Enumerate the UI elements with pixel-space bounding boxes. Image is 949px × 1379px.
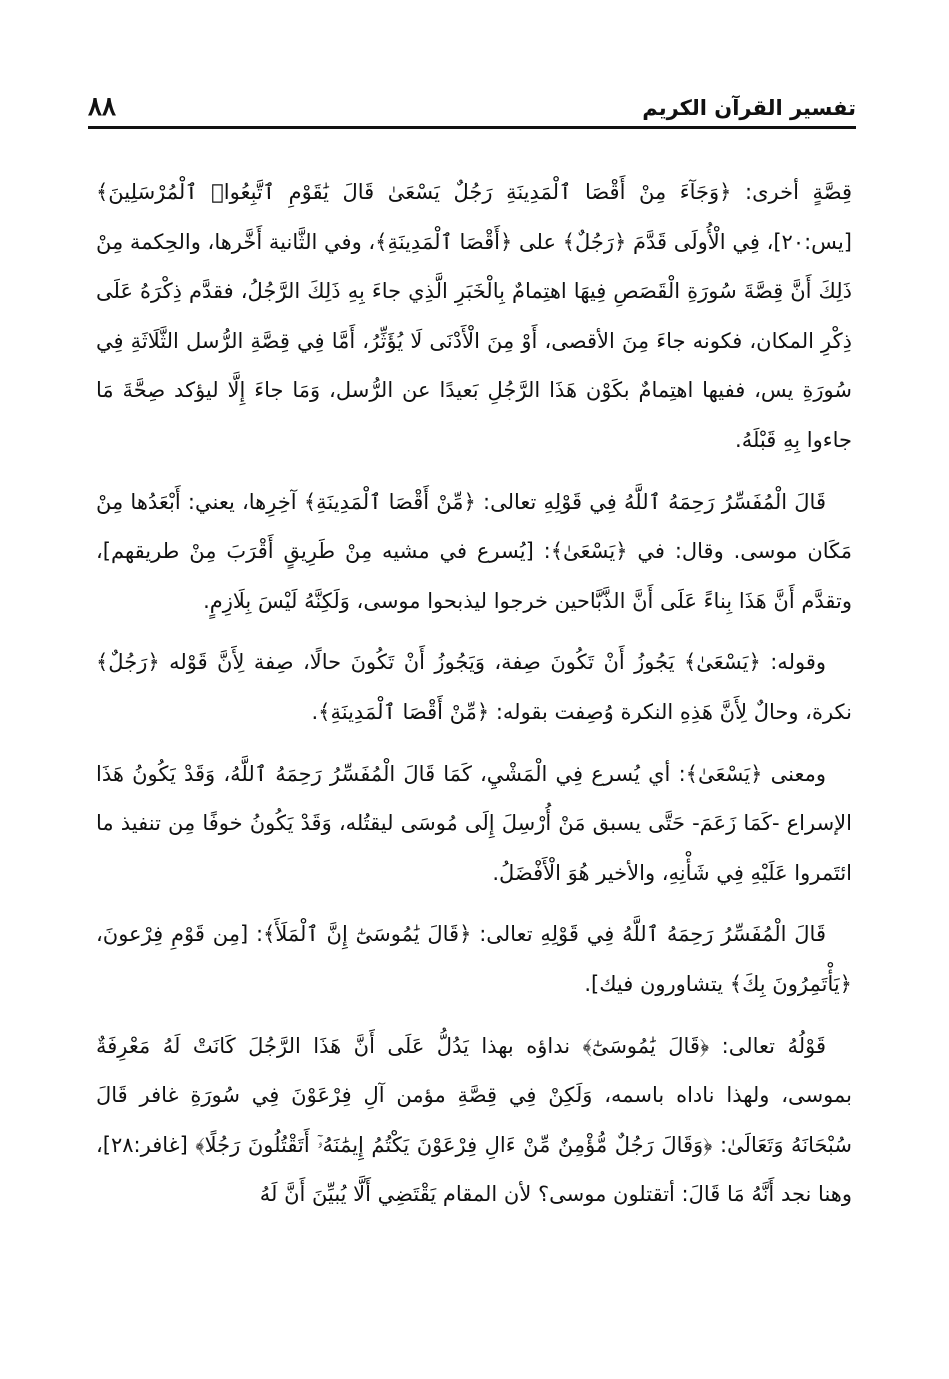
page-header [88, 88, 856, 129]
paragraph-3: وقوله: ﴿يَسْعَىٰ﴾ يَجُوزُ أَنْ تَكُونَ صِفة، وَيَجُوزُ أَنْ تَكُونَ حالًا، صِفة لِأَنَّ قَوْله ﴿رَجُلٌ﴾ نكرة، وحالٌ لِأَنَّ هَذِهِ النكرة وُصِفت بقوله: ﴿مِّنْ أَقْصَا ٱلْمَدِينَةِ﴾. [96, 650, 852, 724]
paragraph-2: قَالَ الْمُفَسِّرُ رَحِمَهُ ٱللَّهُ فِي قَوْلِهِ تعالى: ﴿مِّنْ أَقْصَا ٱلْمَدِينَةِ﴾ آخِرِها، يعني: أَبْعَدُها مِنْ مَكَان موسى. وقال: في ﴿يَسْعَىٰ﴾: [يُسرع في مشيه مِنْ طَرِيقٍ أَقْرَبَ مِنْ طريقهم]، وتقدَّم أَنَّ هَذَا بِناءً عَلَى أَنَّ الذَّبَّاحين خرجوا ليذبحوا موسى، وَلَكِنَّهُ لَيْسَ بِلَازِمٍ. [96, 489, 852, 613]
body-text [96, 168, 852, 1232]
running-title: تفسير القرآن الكريم [642, 96, 856, 120]
page-number: ٨٨ [88, 92, 116, 122]
paragraph-1: قِصَّةٍ أخرى: ﴿وَجَآءَ مِنْ أَقْصَا ٱلْمَدِينَةِ رَجُلٌ يَسْعَىٰ قَالَ يَٰقَوْمِ ٱتَّبِعُوا۟ ٱلْمُرْسَلِينَ﴾ [يس:٢٠]، فِي الْأُولَى قَدَّمَ ﴿رَجُلٌ﴾ على ﴿أَقْصَا ٱلْمَدِينَةِ﴾، وفي الثَّانية أَخَّرها، والحِكمة مِنْ ذَلِكَ أَنَّ قِصَّةَ سُورَةِ الْقَصَصِ فِيهَا اهتِمامٌ بِالْخَبَرِ الَّذِي جاءَ بِهِ ذَلِكَ الرَّجُلُ، فقدَّم ذِكْرَهُ عَلَى ذِكْرِ المكان، فكونه جاءَ مِنَ الأقصى، أَوْ مِنَ الْأَدْنَى لَا يُؤَثِّرُ، أَمَّا فِي قِصَّةِ الرُّسل الثَّلَاثَةِ فِي سُورَةِ يس، ففيها اهتِمامٌ بكَوْن هَذَا الرَّجُلِ بَعيدًا عن الرُّسل، وَمَا جاءَ إِلَّا ليؤكد صِحَّةَ مَا جاءوا بِهِ قَبْلَهُ. [96, 180, 852, 452]
paragraph-4: ومعنى ﴿يَسْعَىٰ﴾: أي يُسرع فِي الْمَشْيِ، كَمَا قَالَ الْمُفَسِّرُ رَحِمَهُ ٱللَّهُ، وَقَدْ يَكُونُ هَذَا الإسراع -كَمَا زَعَمَ- حَتَّى يسبق مَنْ أُرْسِلَ إِلَى مُوسَى ليقتُله، وَقَدْ يَكُونُ خوفًا مِن تنفيذ ما ائتَمروا عَلَيْهِ فِي شَأْنِهِ، والأخير هُوَ الْأَفْضَلُ. [96, 761, 852, 885]
paragraph-5: قَالَ الْمُفَسِّرُ رَحِمَهُ ٱللَّهُ فِي قَوْلِهِ تعالى: ﴿قَالَ يَٰمُوسَىٰٓ إِنَّ ٱلْمَلَأَ﴾: [مِن قَوْمِ فِرْعونَ، ﴿يَأْتَمِرُونَ بِكَ﴾ يتشاورون فيك]. [96, 922, 852, 996]
paragraph-6: قَوْلُهُ تعالى: ﴿قَالَ يَٰمُوسَىٰٓ﴾ نداؤه بهذا يَدُلُّ عَلَى أَنَّ هَذَا الرَّجُلَ كَانَتْ لَهُ مَعْرِفَةٌ بموسى، ولهذا ناداه باسمه، وَلَكِنْ فِي قِصَّةِ مؤمن آلِ فِرْعَوْنَ فِي سُورَةِ غافر قَالَ سُبْحَانَهُ وَتَعَالَىٰ: ﴿وَقَالَ رَجُلٌ مُّؤْمِنٌ مِّنْ ءَالِ فِرْعَوْنَ يَكْتُمُ إِيمَٰنَهُۥٓ أَتَقْتُلُونَ رَجُلًا﴾ [غافر:٢٨]، وهنا نجد أَنَّهُ مَا قَالَ: أتقتلون موسى؟ لأن المقام يَقْتَضِي أَلَّا يُبيِّنَ أَنَّ لَهُ [96, 1033, 852, 1207]
